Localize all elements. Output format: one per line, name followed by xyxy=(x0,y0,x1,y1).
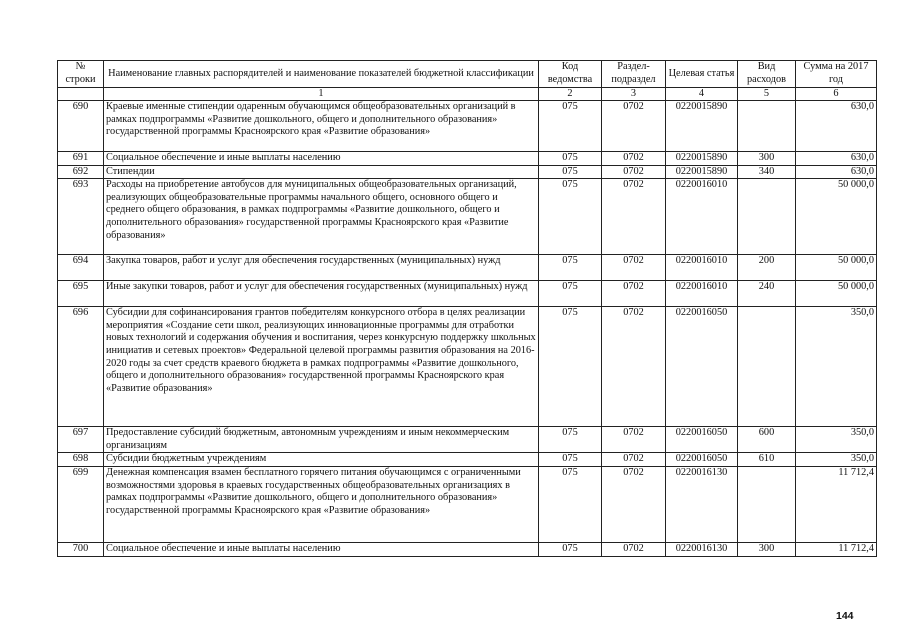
row-target-article-cell: 0220015890 xyxy=(666,165,738,179)
row-target-article-cell: 0220016010 xyxy=(666,281,738,307)
table-row xyxy=(58,427,877,453)
row-dept-code-cell: 075 xyxy=(539,453,602,467)
row-target-article-cell: 0220016010 xyxy=(666,255,738,281)
row-expense-type-cell xyxy=(738,307,796,427)
row-name-cell: Иные закупки товаров, работ и услуг для обеспечения государственных (муниципальных) нужд xyxy=(104,281,539,307)
header-expense-type: Вид расходов xyxy=(738,61,796,88)
row-dept-code-cell: 075 xyxy=(539,281,602,307)
table-row xyxy=(58,281,877,307)
row-number-cell: 691 xyxy=(58,152,104,166)
table-row xyxy=(58,101,877,152)
column-number: 2 xyxy=(539,88,602,101)
table-row xyxy=(58,307,877,427)
table-row xyxy=(58,255,877,281)
row-section-cell: 0702 xyxy=(602,307,666,427)
budget-table xyxy=(57,60,877,557)
row-name-cell: Субсидии бюджетным учреждениям xyxy=(104,453,539,467)
header-dept-code: Код ведомства xyxy=(539,61,602,88)
row-dept-code-cell: 075 xyxy=(539,101,602,152)
column-number: 4 xyxy=(666,88,738,101)
row-target-article-cell: 0220016050 xyxy=(666,427,738,453)
row-section-cell: 0702 xyxy=(602,101,666,152)
row-number-cell: 690 xyxy=(58,101,104,152)
row-target-article-cell: 0220015890 xyxy=(666,152,738,166)
row-section-cell: 0702 xyxy=(602,165,666,179)
row-section-cell: 0702 xyxy=(602,152,666,166)
row-number-cell: 698 xyxy=(58,453,104,467)
header-name: Наименование главных распорядителей и наименование показателей бюджетной классификации xyxy=(104,61,539,88)
row-dept-code-cell: 075 xyxy=(539,466,602,542)
row-name-cell: Денежная компенсация взамен бесплатного горячего питания обучающимся с ограниченными возможностями здоровья в краевых государственных общеобразовательных организациях в рамках подпрограммы «Развитие дошкольного, общего и дополнительного образования» государственной программы Красноярского края «Развитие образования» xyxy=(104,466,539,542)
row-dept-code-cell: 075 xyxy=(539,542,602,556)
column-number: 3 xyxy=(602,88,666,101)
table-row xyxy=(58,453,877,467)
row-section-cell: 0702 xyxy=(602,281,666,307)
row-sum-cell: 630,0 xyxy=(796,165,877,179)
row-sum-cell: 50 000,0 xyxy=(796,179,877,255)
row-expense-type-cell: 200 xyxy=(738,255,796,281)
row-section-cell: 0702 xyxy=(602,179,666,255)
row-name-cell: Краевые именные стипендии одаренным обучающимся общеобразовательных организаций в рамках подпрограммы «Развитие дошкольного, общего и дополнительного образования» государственной программы Красноярского края «Развитие образования» xyxy=(104,101,539,152)
row-sum-cell: 350,0 xyxy=(796,427,877,453)
row-number-cell: 700 xyxy=(58,542,104,556)
row-sum-cell: 50 000,0 xyxy=(796,281,877,307)
row-section-cell: 0702 xyxy=(602,255,666,281)
row-sum-cell: 630,0 xyxy=(796,101,877,152)
row-target-article-cell: 0220016130 xyxy=(666,542,738,556)
row-expense-type-cell: 610 xyxy=(738,453,796,467)
row-dept-code-cell: 075 xyxy=(539,255,602,281)
column-number: 5 xyxy=(738,88,796,101)
table-row xyxy=(58,152,877,166)
row-name-cell: Закупка товаров, работ и услуг для обеспечения государственных (муниципальных) нужд xyxy=(104,255,539,281)
row-section-cell: 0702 xyxy=(602,453,666,467)
row-sum-cell: 630,0 xyxy=(796,152,877,166)
row-name-cell: Субсидии для софинансирования грантов победителям конкурсного отбора в целях реализации мероприятия «Создание сети школ, реализующих инновационные программы для отработки новых технологий и содержания обучения и воспитания, через конкурсную поддержку школьных инициатив и сетевых проектов» Федеральной целевой программы развития образования на 2016-2020 годы за счет средств краевого бюджета в рамках подпрограммы «Развитие дошкольного, общего и дополнительного образования» государственной программы Красноярского края «Развитие образования» xyxy=(104,307,539,427)
row-number-cell: 694 xyxy=(58,255,104,281)
row-name-cell: Предоставление субсидий бюджетным, автономным учреждениям и иным некоммерческим организациям xyxy=(104,427,539,453)
row-target-article-cell: 0220016050 xyxy=(666,307,738,427)
row-sum-cell: 350,0 xyxy=(796,307,877,427)
header-row-number: № строки xyxy=(58,61,104,88)
row-expense-type-cell xyxy=(738,179,796,255)
row-number-cell: 692 xyxy=(58,165,104,179)
row-expense-type-cell: 600 xyxy=(738,427,796,453)
row-expense-type-cell: 300 xyxy=(738,152,796,166)
row-name-cell: Социальное обеспечение и иные выплаты населению xyxy=(104,152,539,166)
header-sum: Сумма на 2017 год xyxy=(796,61,877,88)
row-sum-cell: 11 712,4 xyxy=(796,542,877,556)
row-sum-cell: 350,0 xyxy=(796,453,877,467)
table-row xyxy=(58,165,877,179)
row-number-cell: 693 xyxy=(58,179,104,255)
row-dept-code-cell: 075 xyxy=(539,165,602,179)
row-name-cell: Стипендии xyxy=(104,165,539,179)
row-expense-type-cell xyxy=(738,101,796,152)
column-number: 1 xyxy=(104,88,539,101)
row-number-cell: 695 xyxy=(58,281,104,307)
header-target-article: Целевая статья xyxy=(666,61,738,88)
row-section-cell: 0702 xyxy=(602,427,666,453)
row-expense-type-cell: 340 xyxy=(738,165,796,179)
column-number: 6 xyxy=(796,88,877,101)
table-row xyxy=(58,179,877,255)
row-dept-code-cell: 075 xyxy=(539,427,602,453)
row-number-cell: 699 xyxy=(58,466,104,542)
table-row xyxy=(58,466,877,542)
row-target-article-cell: 0220016050 xyxy=(666,453,738,467)
row-section-cell: 0702 xyxy=(602,542,666,556)
row-sum-cell: 11 712,4 xyxy=(796,466,877,542)
column-number xyxy=(58,88,104,101)
table-header-row xyxy=(58,61,877,88)
row-name-cell: Социальное обеспечение и иные выплаты населению xyxy=(104,542,539,556)
row-target-article-cell: 0220016130 xyxy=(666,466,738,542)
row-dept-code-cell: 075 xyxy=(539,152,602,166)
row-expense-type-cell: 240 xyxy=(738,281,796,307)
column-number-row xyxy=(58,88,877,101)
table-row xyxy=(58,542,877,556)
row-expense-type-cell: 300 xyxy=(738,542,796,556)
row-dept-code-cell: 075 xyxy=(539,179,602,255)
row-number-cell: 696 xyxy=(58,307,104,427)
page-number: 144 xyxy=(836,610,854,622)
row-target-article-cell: 0220016010 xyxy=(666,179,738,255)
row-name-cell: Расходы на приобретение автобусов для муниципальных общеобразовательных организаций, реализующих общеобразовательные программы начального общего, основного общего и среднего общего образования, в рамках подпрограммы «Развитие дошкольного, общего и дополнительного образования» государственной программы Красноярского края «Развитие образования» xyxy=(104,179,539,255)
row-dept-code-cell: 075 xyxy=(539,307,602,427)
header-section: Раздел-подраздел xyxy=(602,61,666,88)
row-section-cell: 0702 xyxy=(602,466,666,542)
row-expense-type-cell xyxy=(738,466,796,542)
row-number-cell: 697 xyxy=(58,427,104,453)
row-sum-cell: 50 000,0 xyxy=(796,255,877,281)
row-target-article-cell: 0220015890 xyxy=(666,101,738,152)
